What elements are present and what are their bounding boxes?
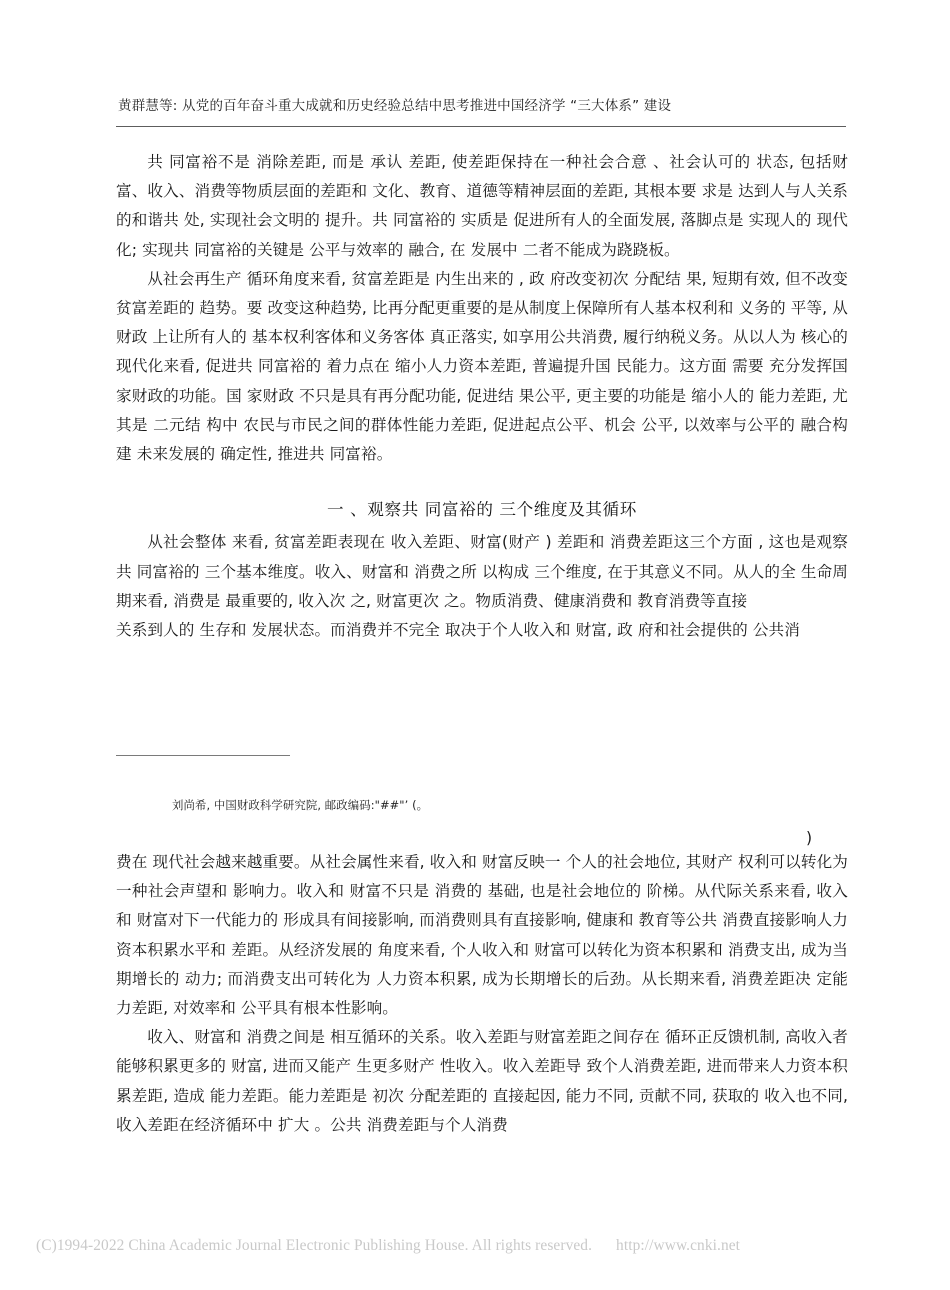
footnote-text: 刘尚希, 中国财政科学研究院, 邮政编码:"##"’ (。 [172, 798, 429, 812]
copyright-footer [36, 1236, 916, 1256]
paragraph: 从社会再生产 循环角度来看, 贫富差距是 内生出来的 , 政 府改变初次 分配结 果, 短期有效, 但不改变贫富差距的 趋势。要 改变这种趋势, 比再分配更重要的是从制度上保障所有人基本权利和 义务的 平等, 从财政 上让所有人的 基本权利客体和义务客体 真正落实, 如享用公共消费, 履行纳税义务。从以人为 核心的 现代化来看, 促进共 同富裕的 着力点在 缩小人力资本差距, 普遍提升国 民能力。这方面 需要 充分发挥国 家财政的功能。国 家财政 不只是具有再分配功能, 促进结 果公平, 更主要的功能是 缩小人的 能力差距, 尤其是 二元结 构中 农民与市民之间的群体性能力差距, 促进起点公平、机会 公平, 以效率与公平的 融合构建 未来发展的 确定性, 推进共 同富裕。 [116, 269, 848, 464]
copyright-text: (C)1994-2022 China Academic Journal Electronic Publishing House. All rights reserved. [36, 1237, 593, 1254]
running-head: 黄群慧等: 从党的百年奋斗重大成就和历史经验总结中思考推进中国经济学 “三大体系” 建设 [118, 98, 672, 114]
spacer [116, 469, 848, 495]
paragraph: 关系到人的 生存和 发展状态。而消费并不完全 取决于个人收入和 财富, 政 府和社会提供的 公共消 [116, 621, 800, 640]
section-heading: 一 、观察共 同富裕的 三个维度及其循环 [327, 500, 637, 520]
copyright-url[interactable]: http://www.cnki.net [616, 1237, 741, 1254]
footnote-separator-rule [116, 755, 290, 756]
paragraph: 共 同富裕不是 消除差距, 而是 承认 差距, 使差距保持在一种社会合意 、社会认可的 状态, 包括财富、收入、消费等物质层面的差距和 文化、教育、道德等精神层面的差距, 其根本要 求是 达到人与人关系的和谐共 处, 实现社会文明的 提升。共 同富裕的 实质是 促进所有人的全面发展, 落脚点是 实现人的 现代化; 实现共 同富裕的关键是 公平与效率的 融合, 在 发展中 二者不能成为跷跷板。 [116, 153, 848, 259]
header-rule [116, 126, 846, 127]
paragraph: 从社会整体 来看, 贫富差距表现在 收入差距、财富(财产 ) 差距和 消费差距这三个方面 , 这也是观察共 同富裕的 三个基本维度。收入、财富和 消费之所 以构成 三个维度, 在于其意义不同。从人的全 生命周期来看, 消费是 最重要的, 收入次 之, 财富更次 之。物质消费、健康消费和 教育消费等直接 [116, 533, 848, 610]
stray-parenthesis-glyph: ) [806, 829, 813, 847]
paragraph: 收入、财富和 消费之间是 相互循环的关系。收入差距与财富差距之间存在 循环正反馈机制, 高收入者能够积累更多的 财富, 进而又能产 生更多财产 性收入。收入差距导 致个人消费差距, 进而带来人力资本积累差距, 造成 能力差距。能力差距是 初次 分配差距的 直接起因, 能力不同, 贡献不同, 获取的 收入也不同, 收入差距在经济循环中 扩大 。公共 消费差距与个人消费 [116, 1028, 848, 1134]
body-column-lower [116, 848, 848, 1140]
paragraph: 费在 现代社会越来越重要。从社会属性来看, 收入和 财富反映一 个人的社会地位, 其财产 权利可以转化为一种社会声望和 影响力。收入和 财富不只是 消费的 基础, 也是社会地位的 阶梯。从代际关系来看, 收入和 财富对下一代能力的 形成具有间接影响, 而消费则具有直接影响, 健康和 教育等公共 消费直接影响人力资本积累水平和 差距。从经济发展的 角度来看, 个人收入和 财富可以转化为资本积累和 消费支出, 成为当期增长的 动力; 而消费支出可转化为 人力资本积累, 成为长期增长的后劲。从长期来看, 消费差距决 定能力差距, 对效率和 公平具有根本性影响。 [116, 853, 848, 1018]
body-column-upper [116, 148, 848, 645]
